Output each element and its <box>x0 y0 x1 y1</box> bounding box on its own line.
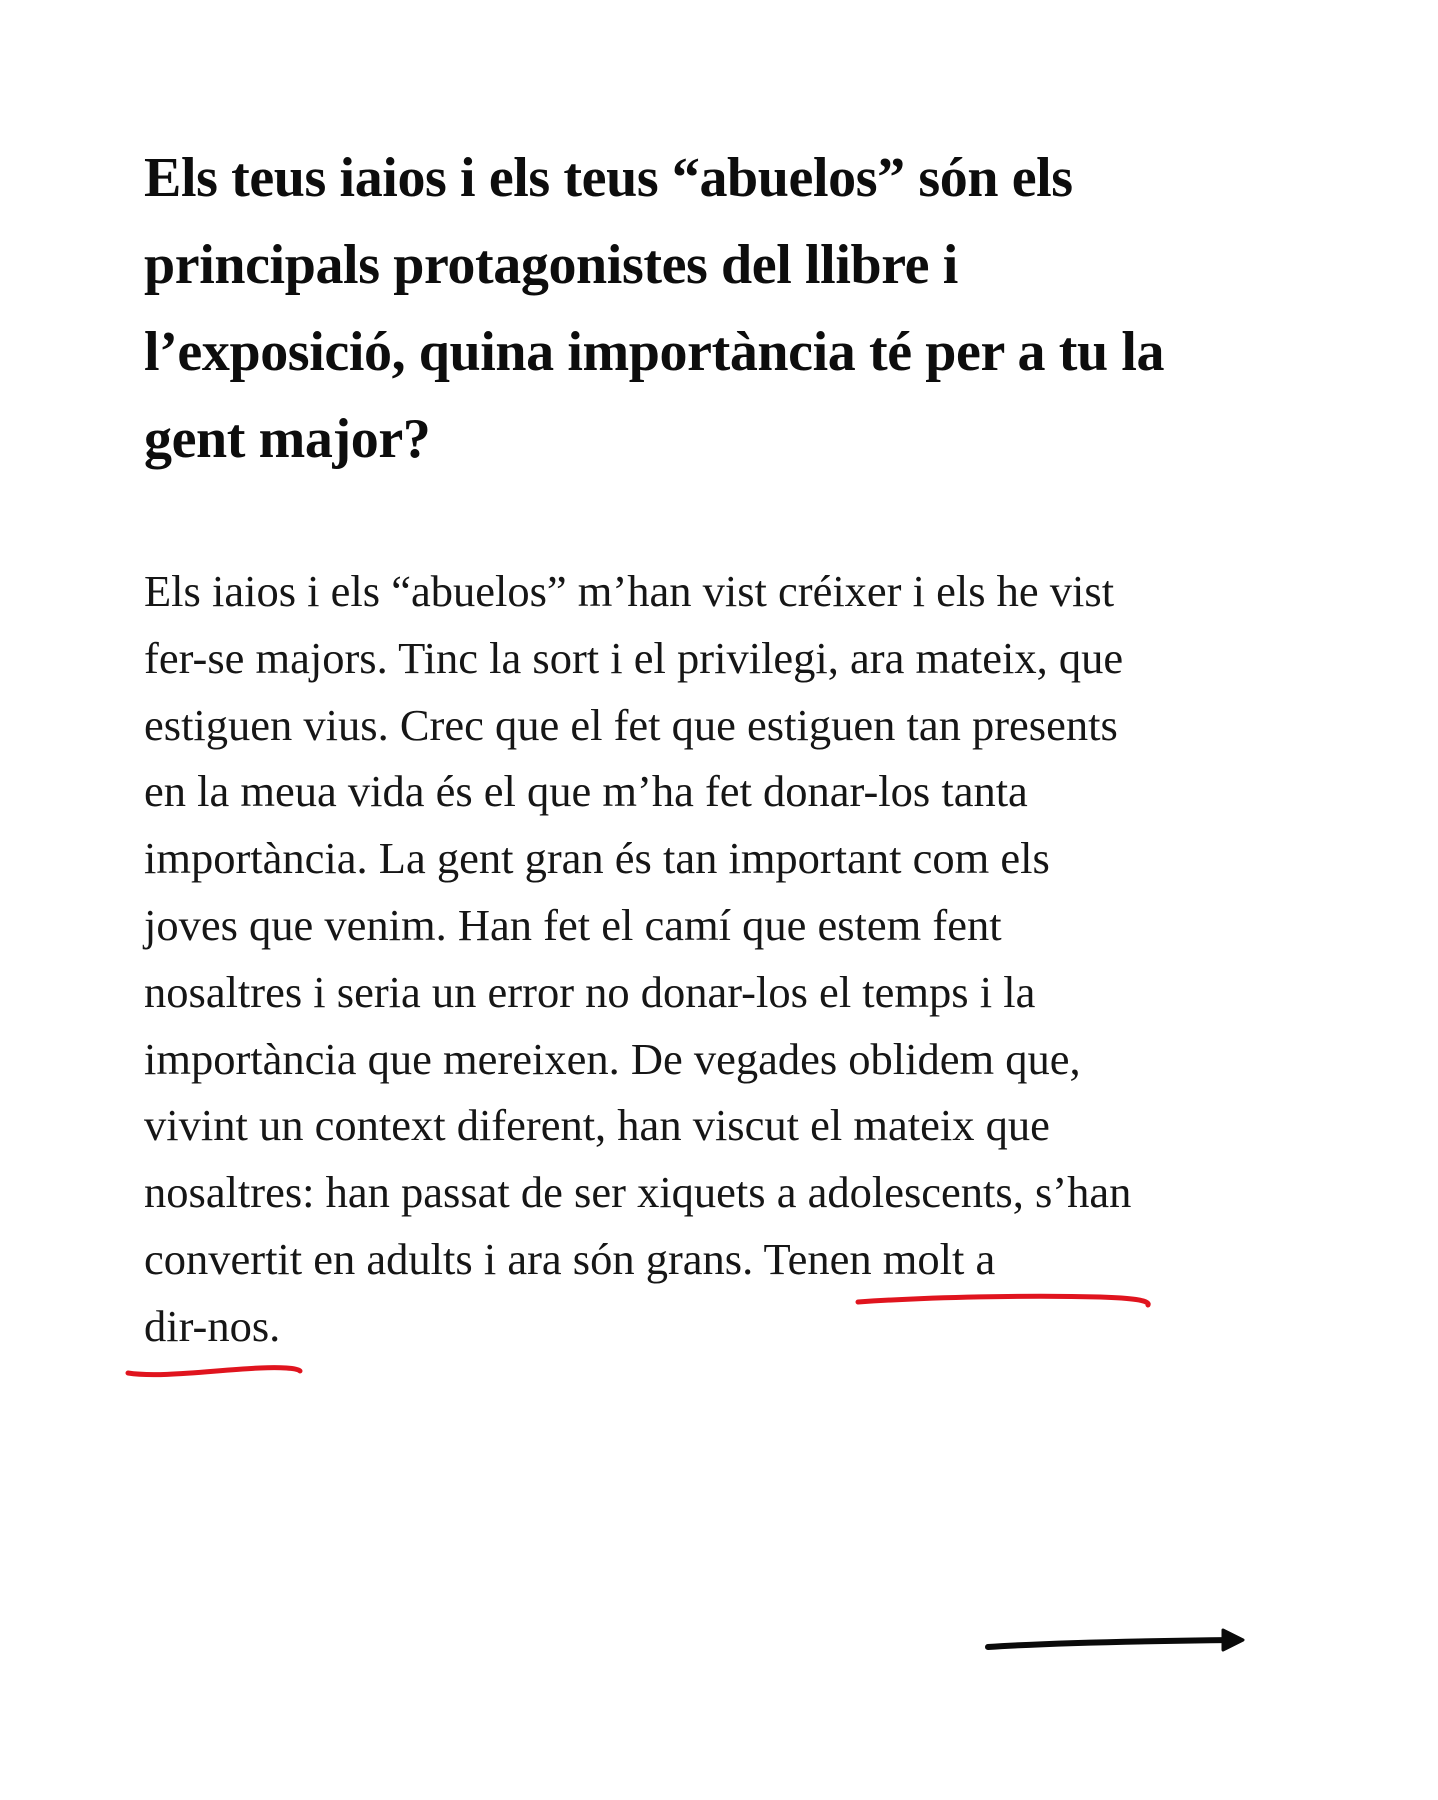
arrow-head <box>1223 1630 1243 1650</box>
answer-line: nosaltres i seria un error no donar-los el temps i la <box>144 966 1036 1017</box>
question-line: l’exposició, quina importància té per a tu la <box>144 321 1165 383</box>
answer-line: Els iaios i els “abuelos” m’han vist créixer i els he vist <box>144 566 1115 616</box>
next-page-arrow-icon <box>980 1615 1260 1675</box>
arrow-shaft <box>988 1640 1235 1647</box>
answer-line: convertit en adults i ara són grans. Tenen molt a <box>144 1233 996 1284</box>
answer-line: vivint un context diferent, han viscut el mateix que <box>144 1100 1050 1151</box>
answer-line: en la meua vida és el que m’ha fet donar-los tanta <box>144 766 1028 817</box>
answer-line: importància. La gent gran és tan important com els <box>144 833 1050 884</box>
interview-answer <box>144 558 1304 1360</box>
question-line: principals protagonistes del llibre i <box>144 234 958 296</box>
answer-line: dir-nos. <box>144 1300 281 1351</box>
question-line: Els teus iaios i els teus “abuelos” són els <box>144 147 1073 209</box>
answer-line: importància que mereixen. De vegades oblidem que, <box>144 1033 1081 1084</box>
answer-line: nosaltres: han passat de ser xiquets a adolescents, s’han <box>144 1167 1132 1218</box>
answer-line: fer-se majors. Tinc la sort i el privilegi, ara mateix, que <box>144 632 1124 683</box>
answer-line: joves que venim. Han fet el camí que estem fent <box>144 899 1002 950</box>
question-line: gent major? <box>144 408 431 470</box>
underline-stroke-dir-nos <box>128 1368 300 1375</box>
next-page-arrow[interactable] <box>980 1615 1260 1675</box>
answer-line: estiguen vius. Crec que el fet que estiguen tan presents <box>144 699 1118 750</box>
interview-question <box>144 135 1294 483</box>
